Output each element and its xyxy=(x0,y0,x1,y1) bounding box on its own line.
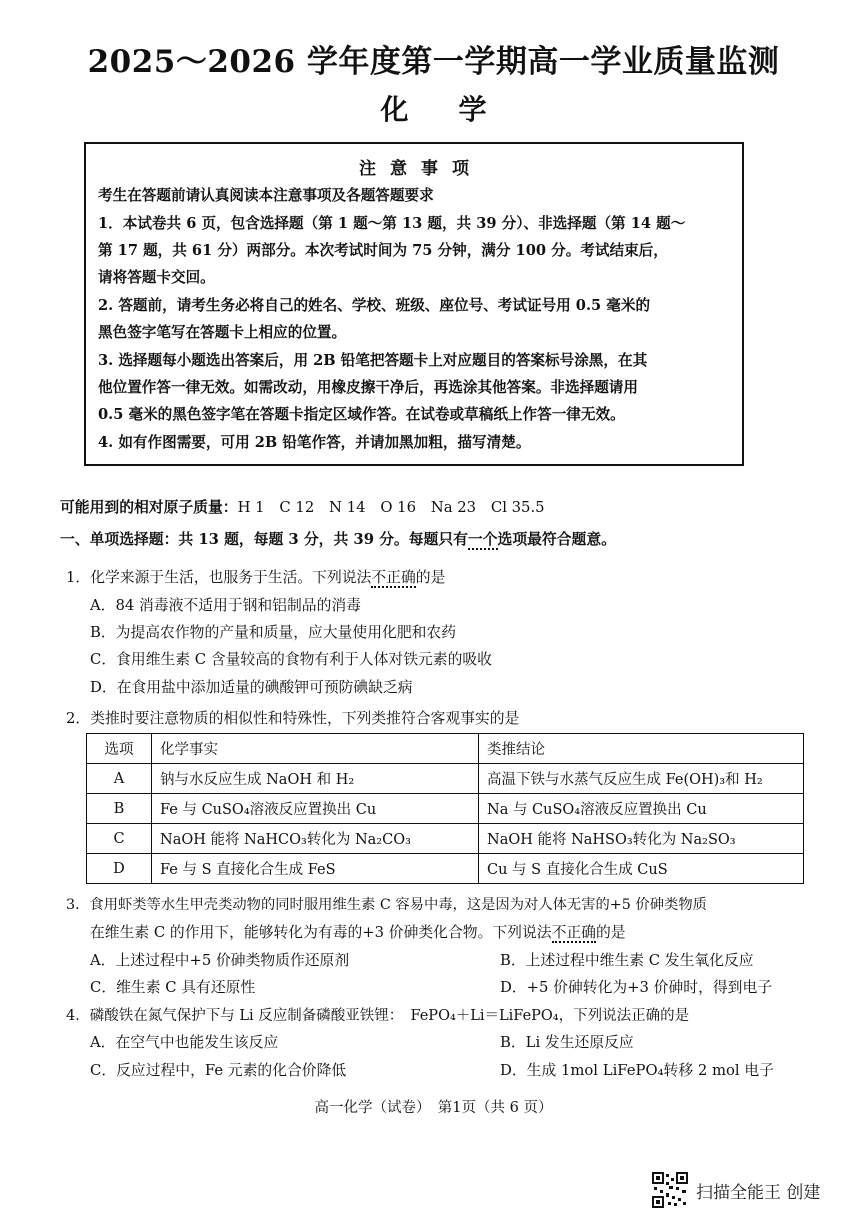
q4-option-a: A．在空气中也能发生该反应 xyxy=(90,1034,279,1051)
table-cell: D xyxy=(87,854,152,884)
section-heading-text: 选项最符合题意。 xyxy=(497,531,616,548)
question-3-stem-line1: 3．食用虾类等水生甲壳类动物的同时服用维生素 C 容易中毒，这是因为对人体无害的+5 价砷类物质 xyxy=(66,897,707,913)
col-header: 类推结论 xyxy=(479,734,804,764)
notice-line: 3. 选择题每小题选出答案后，用 2B 铅笔把答题卡上对应题目的答案标号涂黑，在其 xyxy=(98,352,648,369)
q3-option-c: C．维生素 C 具有还原性 xyxy=(90,979,256,996)
qr-code-icon xyxy=(652,1172,688,1208)
scanner-label: 扫描全能王 创建 xyxy=(696,1182,821,1203)
notice-line: 黑色签字笔写在答题卡上相应的位置。 xyxy=(98,324,347,341)
table-row xyxy=(87,854,804,884)
notice-box xyxy=(84,142,744,466)
emphasis-text: 一个 xyxy=(467,531,498,548)
table-cell: 高温下铁与水蒸气反应生成 Fe(OH)₃和 H₂ xyxy=(479,764,804,794)
notice-line: 0.5 毫米的黑色签字笔在答题卡指定区域作答。在试卷或草稿纸上作答一律无效。 xyxy=(98,406,625,423)
notice-line: 第 17 题，共 61 分）两部分。本次考试时间为 75 分钟，满分 100 分。考试结束后， xyxy=(98,242,668,259)
section-heading-text: 一、单项选择题：共 13 题，每题 3 分，共 39 分。每题只有 xyxy=(60,531,468,548)
stem-text: 的是 xyxy=(415,569,446,586)
atomic-masses xyxy=(60,496,545,517)
stem-text: 在维生素 C 的作用下，能够转化为有毒的+3 价砷类化合物。下列说法 xyxy=(90,924,552,941)
q4-option-c: C．反应过程中，Fe 元素的化合价降低 xyxy=(90,1062,347,1079)
notice-heading: 注意事项 xyxy=(359,159,483,179)
question-2-stem: 2．类推时要注意物质的相似性和特殊性，下列类推符合客观事实的是 xyxy=(66,710,520,727)
question-3-stem-line2 xyxy=(90,921,626,942)
q3-option-b: B．上述过程中维生素 C 发生氧化反应 xyxy=(500,952,754,969)
table-row xyxy=(87,794,804,824)
table-cell: B xyxy=(87,794,152,824)
exam-title: 2025～2026 学年度第一学期高一学业质量监测 xyxy=(87,44,780,80)
table-header-row xyxy=(87,734,804,764)
table-cell: Fe 与 S 直接化合生成 FeS xyxy=(152,854,479,884)
table-row xyxy=(87,824,804,854)
subject-title: 化学 xyxy=(380,93,537,126)
emphasis-text: 不正确 xyxy=(551,924,596,941)
q1-option-d: D．在食用盐中添加适量的碘酸钾可预防碘缺乏病 xyxy=(90,679,413,696)
emphasis-text: 不正确 xyxy=(371,569,416,586)
table-cell: Cu 与 S 直接化合生成 CuS xyxy=(479,854,804,884)
q4-option-d: D．生成 1mol LiFePO₄转移 2 mol 电子 xyxy=(500,1062,774,1079)
atomic-masses-label: 可能用到的相对原子质量： xyxy=(60,499,238,516)
stem-text: 1．化学来源于生活，也服务于生活。下列说法 xyxy=(66,569,372,586)
table-row xyxy=(87,764,804,794)
table-cell: A xyxy=(87,764,152,794)
section-heading xyxy=(60,528,616,549)
notice-line: 1．本试卷共 6 页，包含选择题（第 1 题～第 13 题，共 39 分）、非选择题（第 14 题～ xyxy=(98,215,686,232)
page-footer: 高一化学（试卷） 第1页（共 6 页） xyxy=(314,1100,553,1116)
notice-line: 2. 答题前，请考生务必将自己的姓名、学校、班级、座位号、考试证号用 0.5 毫米的 xyxy=(98,297,651,314)
col-header: 选项 xyxy=(87,734,152,764)
table-cell: Fe 与 CuSO₄溶液反应置换出 Cu xyxy=(152,794,479,824)
notice-line: 4. 如有作图需要，可用 2B 铅笔作答，并请加黑加粗，描写清楚。 xyxy=(98,434,531,451)
table-cell: NaOH 能将 NaHSO₃转化为 Na₂SO₃ xyxy=(479,824,804,854)
q3-option-d: D．+5 价砷转化为+3 价砷时，得到电子 xyxy=(500,979,773,996)
notice-intro: 考生在答题前请认真阅读本注意事项及各题答题要求 xyxy=(98,187,434,204)
q1-option-b: B．为提高农作物的产量和质量，应大量使用化肥和农药 xyxy=(90,624,457,641)
q1-option-a: A．84 消毒液不适用于钢和铝制品的消毒 xyxy=(90,597,361,614)
question-1-stem xyxy=(66,566,445,587)
question-4-stem: 4．磷酸铁在氮气保护下与 Li 反应制备磷酸亚铁锂： FePO₄＋Li＝LiFePO₄，下列说法正确的是 xyxy=(66,1008,690,1024)
q2-table xyxy=(86,733,804,884)
table-cell: C xyxy=(87,824,152,854)
col-header: 化学事实 xyxy=(152,734,479,764)
table-cell: Na 与 CuSO₄溶液反应置换出 Cu xyxy=(479,794,804,824)
notice-line: 请将答题卡交回。 xyxy=(98,269,215,286)
q4-option-b: B．Li 发生还原反应 xyxy=(500,1034,634,1051)
atomic-masses-values: H 1 C 12 N 14 O 16 Na 23 Cl 35.5 xyxy=(237,499,545,516)
table-cell: NaOH 能将 NaHCO₃转化为 Na₂CO₃ xyxy=(152,824,479,854)
scanner-watermark xyxy=(652,1172,820,1208)
notice-line: 他位置作答一律无效。如需改动，用橡皮擦干净后，再选涂其他答案。非选择题请用 xyxy=(98,379,638,396)
stem-text: 的是 xyxy=(595,924,626,941)
q1-option-c: C．食用维生素 C 含量较高的食物有利于人体对铁元素的吸收 xyxy=(90,651,492,668)
table-cell: 钠与水反应生成 NaOH 和 H₂ xyxy=(152,764,479,794)
q3-option-a: A．上述过程中+5 价砷类物质作还原剂 xyxy=(90,952,350,969)
